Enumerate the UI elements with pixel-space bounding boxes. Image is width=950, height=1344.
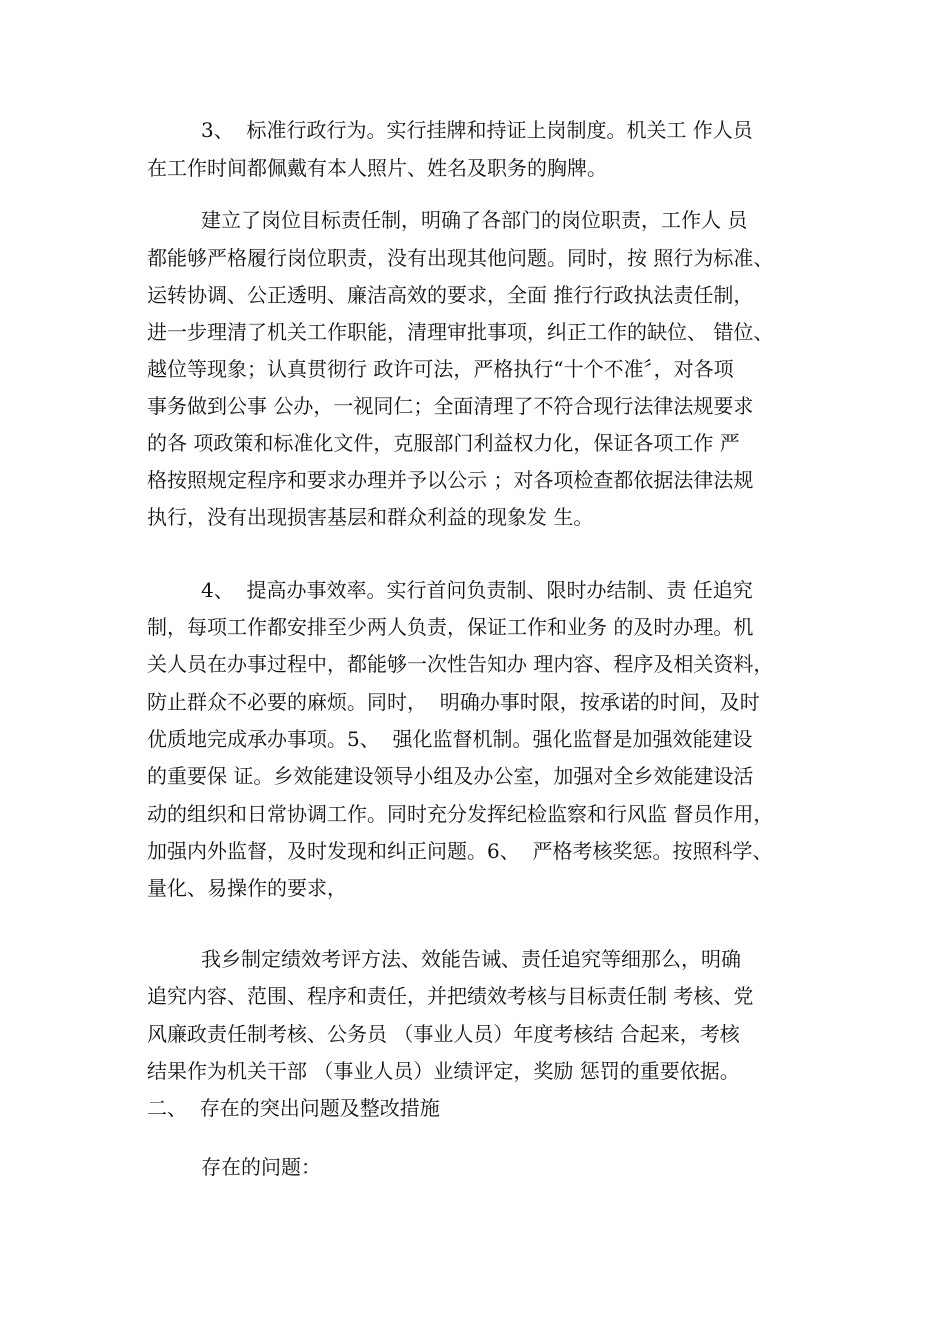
text-line: 存在的问题： — [201, 1155, 321, 1179]
text-line: 格按照规定程序和要求办理并予以公示 ；对各项检查都依据法律法规 — [147, 468, 754, 492]
text-line: 进一步理清了机关工作职能，清理审批事项，纠正工作的缺位、 错位、 — [147, 320, 774, 344]
text-line: 优质地完成承办事项。5、 强化监督机制。强化监督是加强效能建设 — [147, 727, 753, 751]
text-line: 量化、易操作的要求， — [147, 876, 347, 900]
text-line: 制，每项工作都安排至少两人负责，保证工作和业务 的及时办理。机 — [147, 615, 754, 639]
text-line: 执行，没有出现损害基层和群众利益的现象发 生。 — [147, 505, 594, 529]
text-line: 3、 标准行政行为。实行挂牌和持证上岗制度。机关工 作人员 — [201, 118, 753, 142]
text-line: 加强内外监督，及时发现和纠正问题。6、 严格考核奖惩。按照科学、 — [147, 839, 773, 863]
text-line: 结果作为机关干部 （事业人员）业绩评定，奖励 惩罚的重要依据。 — [147, 1059, 740, 1083]
text-line: 都能够严格履行岗位职责，没有出现其他问题。同时，按 照行为标准、 — [147, 246, 774, 270]
text-line: 在工作时间都佩戴有本人照片、姓名及职务的胸牌。 — [147, 156, 607, 180]
text-line: 运转协调、公正透明、廉洁高效的要求，全面 推行行政执法责任制， — [147, 283, 754, 307]
text-line: 我乡制定绩效考评方法、效能告诫、责任追究等细那么，明确 — [201, 947, 741, 971]
text-line: 动的组织和日常协调工作。同时充分发挥纪检监察和行风监 督员作用， — [147, 802, 774, 826]
text-line: 关人员在办事过程中，都能够一次性告知办 理内容、程序及相关资料， — [147, 652, 774, 676]
text-line: 的各 项政策和标准化文件，克服部门利益权力化，保证各项工作 严 — [147, 431, 740, 455]
text-line: 越位等现象；认真贯彻行 政许可法，严格执行“十个不准〞，对各项 — [147, 357, 734, 381]
text-line: 事务做到公事 公办，一视同仁；全面清理了不符合现行法律法规要求 — [147, 394, 754, 418]
section-heading: 二、 存在的突出问题及整改措施 — [147, 1096, 440, 1120]
text-line: 建立了岗位目标责任制，明确了各部门的岗位职责，工作人 员 — [201, 208, 748, 232]
text-line: 的重要保 证。乡效能建设领导小组及办公室，加强对全乡效能建设活 — [147, 764, 754, 788]
text-line: 4、 提高办事效率。实行首问负责制、限时办结制、责 任追究 — [201, 578, 753, 602]
text-line: 防止群众不必要的麻烦。同时， 明确办事时限，按承诺的时间，及时 — [147, 690, 760, 714]
text-line: 追究内容、范围、程序和责任，并把绩效考核与目标责任制 考核、党 — [147, 984, 754, 1008]
text-line: 风廉政责任制考核、公务员 （事业人员）年度考核结 合起来，考核 — [147, 1022, 740, 1046]
